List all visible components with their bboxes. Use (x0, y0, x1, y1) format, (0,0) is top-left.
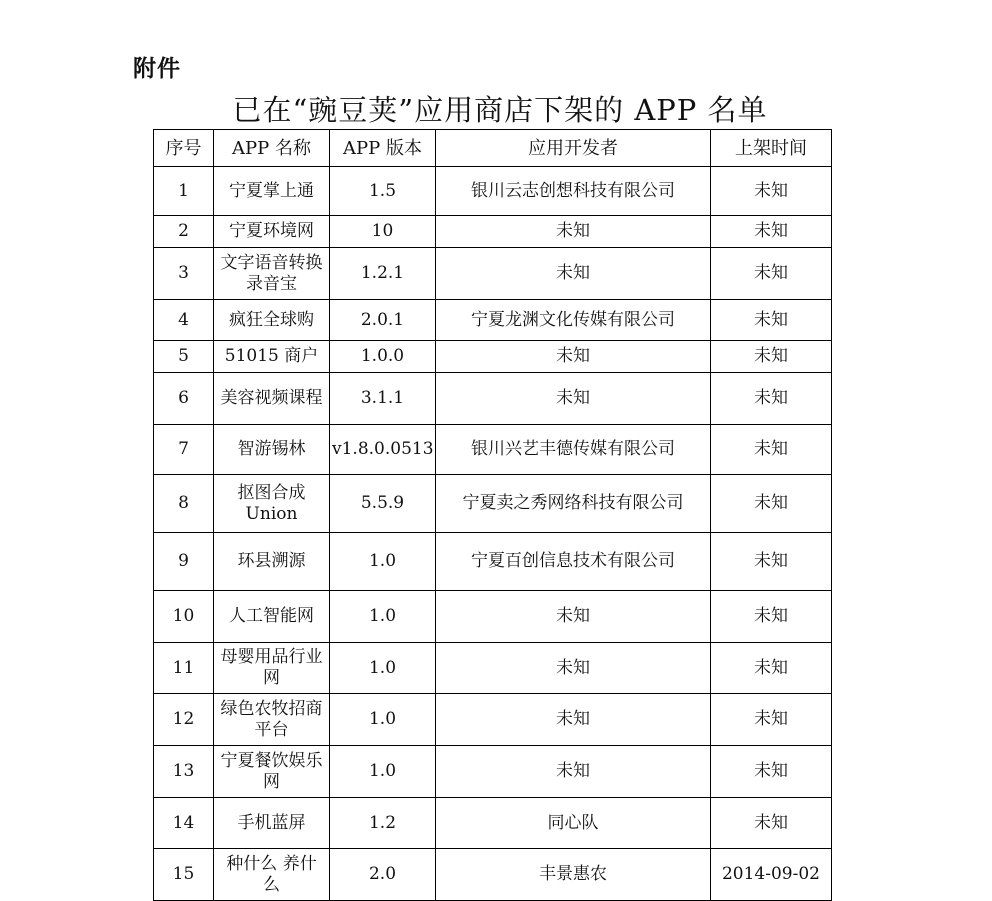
cell-listing-date: 未知 (711, 216, 832, 248)
table-row (154, 216, 832, 248)
cell-app-version: 2.0 (330, 849, 436, 901)
cell-developer: 银川云志创想科技有限公司 (436, 167, 711, 216)
cell-serial-number: 9 (154, 533, 214, 591)
cell-app-name: 宁夏餐饮娱乐网 (214, 746, 330, 798)
cell-app-name: 宁夏掌上通 (214, 167, 330, 216)
cell-app-version: 10 (330, 216, 436, 248)
cell-app-version: 1.0.0 (330, 341, 436, 373)
cell-app-name: 种什么 养什么 (214, 849, 330, 901)
table-row (154, 475, 832, 533)
cell-app-name: 人工智能网 (214, 591, 330, 643)
cell-developer: 未知 (436, 248, 711, 300)
document-title: 已在“豌豆荚”应用商店下架的 APP 名单 (232, 93, 768, 127)
cell-developer: 未知 (436, 643, 711, 694)
table-row (154, 533, 832, 591)
cell-developer: 银川兴艺丰德传媒有限公司 (436, 425, 711, 475)
cell-listing-date: 未知 (711, 248, 832, 300)
cell-developer: 未知 (436, 694, 711, 746)
app-list-table (153, 129, 832, 901)
cell-app-version: 1.0 (330, 746, 436, 798)
header-app-version: APP 版本 (330, 130, 436, 167)
cell-app-name: 智游锡林 (214, 425, 330, 475)
cell-app-version: 1.5 (330, 167, 436, 216)
cell-serial-number: 5 (154, 341, 214, 373)
cell-app-version: 1.2 (330, 798, 436, 849)
cell-listing-date: 未知 (711, 300, 832, 341)
cell-listing-date: 未知 (711, 475, 832, 533)
cell-serial-number: 11 (154, 643, 214, 694)
cell-serial-number: 14 (154, 798, 214, 849)
table-row (154, 167, 832, 216)
cell-app-name: 宁夏环境网 (214, 216, 330, 248)
cell-listing-date: 未知 (711, 643, 832, 694)
cell-developer: 同心队 (436, 798, 711, 849)
table-row (154, 341, 832, 373)
table-header-row (154, 130, 832, 167)
cell-developer: 未知 (436, 591, 711, 643)
cell-listing-date: 未知 (711, 167, 832, 216)
cell-serial-number: 12 (154, 694, 214, 746)
cell-listing-date: 未知 (711, 798, 832, 849)
cell-developer: 丰景惠农 (436, 849, 711, 901)
table-row (154, 798, 832, 849)
attachment-label: 附件 (133, 56, 181, 82)
cell-app-name: 环县溯源 (214, 533, 330, 591)
cell-developer: 宁夏百创信息技术有限公司 (436, 533, 711, 591)
cell-listing-date: 2014-09-02 (711, 849, 832, 901)
cell-listing-date: 未知 (711, 373, 832, 425)
cell-app-name: 文字语音转换录音宝 (214, 248, 330, 300)
cell-serial-number: 2 (154, 216, 214, 248)
cell-serial-number: 6 (154, 373, 214, 425)
cell-app-name: 抠图合成 Union (214, 475, 330, 533)
table-row (154, 694, 832, 746)
cell-app-name: 绿色农牧招商平台 (214, 694, 330, 746)
cell-serial-number: 15 (154, 849, 214, 901)
cell-app-version: 1.0 (330, 643, 436, 694)
table-row (154, 425, 832, 475)
cell-app-version: 2.0.1 (330, 300, 436, 341)
cell-developer: 未知 (436, 216, 711, 248)
cell-developer: 宁夏卖之秀网络科技有限公司 (436, 475, 711, 533)
cell-developer: 宁夏龙渊文化传媒有限公司 (436, 300, 711, 341)
cell-serial-number: 1 (154, 167, 214, 216)
cell-serial-number: 3 (154, 248, 214, 300)
cell-app-name: 手机蓝屏 (214, 798, 330, 849)
cell-app-version: 3.1.1 (330, 373, 436, 425)
cell-app-name: 美容视频课程 (214, 373, 330, 425)
cell-listing-date: 未知 (711, 425, 832, 475)
cell-listing-date: 未知 (711, 533, 832, 591)
cell-serial-number: 8 (154, 475, 214, 533)
cell-serial-number: 13 (154, 746, 214, 798)
cell-app-name: 51015 商户 (214, 341, 330, 373)
header-serial-number: 序号 (154, 130, 214, 167)
cell-app-name: 疯狂全球购 (214, 300, 330, 341)
cell-app-version: 1.2.1 (330, 248, 436, 300)
table-row (154, 300, 832, 341)
cell-listing-date: 未知 (711, 746, 832, 798)
cell-listing-date: 未知 (711, 694, 832, 746)
header-listing-date: 上架时间 (711, 130, 832, 167)
cell-serial-number: 10 (154, 591, 214, 643)
cell-listing-date: 未知 (711, 591, 832, 643)
cell-app-version: 1.0 (330, 533, 436, 591)
header-app-name: APP 名称 (214, 130, 330, 167)
cell-app-version: 1.0 (330, 591, 436, 643)
cell-app-version: v1.8.0.0513 (330, 425, 436, 475)
cell-app-name: 母婴用品行业网 (214, 643, 330, 694)
table-row (154, 373, 832, 425)
header-developer: 应用开发者 (436, 130, 711, 167)
cell-serial-number: 4 (154, 300, 214, 341)
cell-developer: 未知 (436, 373, 711, 425)
table-row (154, 746, 832, 798)
cell-app-version: 1.0 (330, 694, 436, 746)
table-row (154, 591, 832, 643)
cell-developer: 未知 (436, 341, 711, 373)
table-row (154, 643, 832, 694)
cell-serial-number: 7 (154, 425, 214, 475)
cell-listing-date: 未知 (711, 341, 832, 373)
table-row (154, 849, 832, 901)
table-row (154, 248, 832, 300)
cell-app-version: 5.5.9 (330, 475, 436, 533)
cell-developer: 未知 (436, 746, 711, 798)
